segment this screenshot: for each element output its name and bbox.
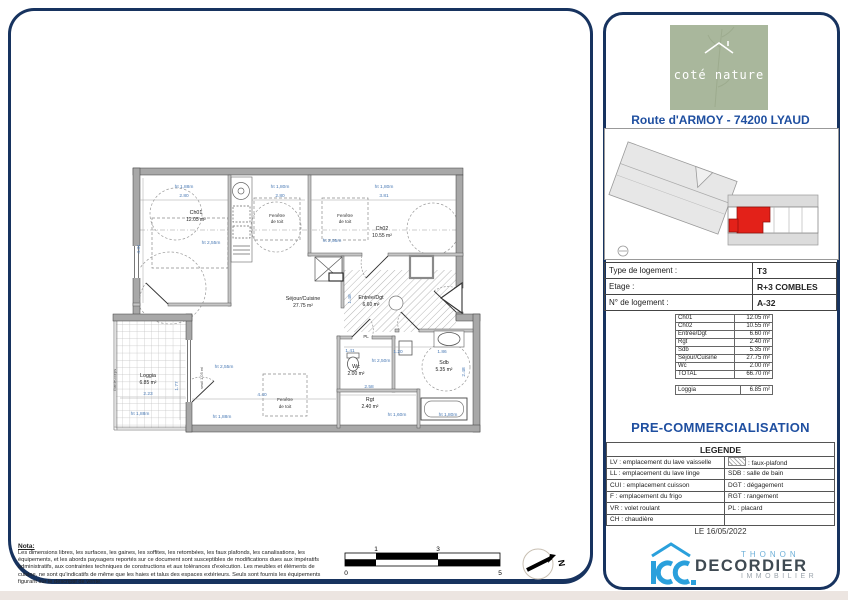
dim-text: 1.86 — [437, 350, 447, 355]
area-room: Ch02 — [676, 323, 735, 331]
legend-cell: SDB : salle de bain — [725, 468, 835, 480]
dim-text: ht 2,50m — [371, 359, 391, 364]
legend-cell: PL : placard — [725, 503, 835, 515]
table-row — [607, 443, 835, 457]
area-value: 12.05 m² — [734, 315, 772, 323]
table-row — [676, 315, 773, 323]
dim-text: ht 1,88m — [130, 412, 150, 417]
area-room: Loggia — [676, 386, 741, 395]
skylight-label: de toit — [270, 219, 284, 224]
skylight-label: Fenêtre — [269, 213, 285, 218]
room-area: 2.00 m² — [347, 371, 365, 377]
scale-bar — [330, 545, 515, 580]
legend-title: LEGENDE — [607, 443, 835, 457]
area-value: 10.55 m² — [734, 323, 772, 331]
north-letter: N — [556, 558, 568, 568]
dim-text: 4.40 — [257, 393, 267, 398]
area-value: 2.00 m² — [734, 363, 772, 371]
area-value: 66.70 m² — [734, 371, 772, 379]
dim-text: 1.20 — [393, 350, 403, 355]
north-arrow — [515, 543, 585, 588]
legend-cell: LV : emplacement du lave vaisselle — [607, 457, 725, 469]
unit-info-table — [604, 262, 837, 311]
room-label: Ch01 — [189, 210, 203, 216]
dim-text: 1.48 — [348, 294, 353, 304]
legend-text: : faux-plafond — [748, 460, 788, 468]
info-value: R+3 COMBLES — [753, 279, 837, 295]
info-label: Etage : — [605, 279, 753, 295]
table-row — [607, 514, 835, 526]
table-row — [676, 386, 773, 395]
technical-column — [231, 177, 252, 262]
scale-label: 5 — [498, 570, 502, 577]
compass-icon — [618, 246, 628, 256]
closet — [410, 256, 433, 278]
nota-body: Les dimensions libres, les surfaces, les gaines, les soffites, les retombées, les faux plafonds, les canalisations, les équipements, et les abords paysagers reportés sur ce document sont susceptibles de modifications dues aux impératifs administratifs, aux contraintes techniques de constructions et aux tolérances d'exécution. Les meubles et éléments de cuisine, ne sont qu'indicatifs de même que les haies et talus des espaces extérieurs. Seuls sont fournis les équipements figurant sur le descriptif de vente. — [18, 550, 321, 585]
dim-text: 2.58 — [364, 385, 374, 390]
room-label: Loggia — [140, 373, 156, 379]
dim-text: 2.80 — [275, 194, 285, 199]
area-room: Séjour/Cuisine — [676, 355, 735, 363]
room-area: 6.85 m² — [139, 380, 157, 386]
dim-text: ht 1,80m — [270, 185, 290, 190]
dim-text: ht 1,80m — [374, 185, 394, 190]
area-value: 5.35 m² — [734, 347, 772, 355]
skylight-label: de toit — [338, 219, 352, 224]
logo-city: THONON — [741, 550, 800, 559]
table-row — [676, 363, 773, 371]
area-value: 6.60 m² — [734, 331, 772, 339]
room-area: 6.60 m² — [362, 302, 380, 308]
legend-cell: F : emplacement du frigo — [607, 491, 725, 503]
dim-text: ht 1,88m — [174, 185, 194, 190]
table-row — [676, 355, 773, 363]
dim-text: 2.23 — [143, 392, 153, 397]
dim-text: seuil 1,05 ml — [199, 367, 204, 389]
legend-cell: LL : emplacement du lave linge — [607, 468, 725, 480]
table-row — [676, 347, 773, 355]
floor-plan — [105, 158, 490, 448]
room-label: Ch02 — [375, 226, 389, 232]
dim-text: 2.80 — [179, 194, 189, 199]
nota-title: Nota: — [18, 543, 35, 550]
building-b — [728, 195, 818, 245]
dim-text: ht 2,55m — [322, 239, 342, 244]
legend-cell: CH : chaudière — [607, 514, 725, 526]
logo-name: DECORDIER — [695, 557, 808, 575]
status-title: PRE-COMMERCIALISATION — [631, 420, 810, 435]
room-label: Rgt — [365, 397, 375, 403]
skylight-label: Fenêtre — [337, 213, 353, 218]
table-row — [676, 323, 773, 331]
room-area: 2.40 m² — [361, 404, 379, 410]
table-row — [676, 331, 773, 339]
room-area: 27.75 m² — [293, 303, 313, 309]
legend-table — [606, 442, 835, 526]
info-label: Type de logement : — [605, 263, 753, 279]
legend-cell — [725, 514, 835, 526]
dim-text: 2.48 — [462, 367, 467, 377]
area-room: Ch01 — [676, 315, 735, 323]
building-a — [609, 142, 737, 234]
logo-tagline: IMMOBILIER — [741, 573, 818, 580]
area-value: 27.75 m² — [734, 355, 772, 363]
plant-sketch — [708, 27, 734, 107]
info-label: N° de logement : — [605, 295, 753, 311]
room-label: Sdb — [439, 360, 449, 366]
vmc-circle — [389, 296, 403, 310]
room-area: 10.55 m² — [372, 233, 392, 239]
area-room: Entrée/Dgt — [676, 331, 735, 339]
area-value: 2.40 m² — [734, 339, 772, 347]
table-row — [676, 339, 773, 347]
address-title: Route d'ARMOY - 74200 LYAUD — [631, 113, 810, 127]
scale-label: 1 — [374, 546, 378, 553]
areas-table — [675, 314, 773, 379]
legend-cell: CUI : emplacement cuisson — [607, 480, 725, 492]
info-value: T3 — [753, 263, 837, 279]
table-row — [607, 491, 835, 503]
dim-text: 1.41 — [345, 349, 355, 354]
dim-text: ht 1,88m — [212, 415, 232, 420]
table-row — [607, 457, 835, 469]
siteplan — [605, 129, 838, 259]
table-row — [605, 263, 837, 279]
legend-cell: DGT : dégagement — [725, 480, 835, 492]
info-value: A-32 — [753, 295, 837, 311]
area-room: Rgt — [676, 339, 735, 347]
room-label: Entrée/Dgt — [358, 295, 384, 301]
scale-label: 3 — [436, 546, 440, 553]
room-label: Séjour/Cuisine — [285, 296, 321, 302]
table-row — [607, 468, 835, 480]
legend-cell: RGT : rangement — [725, 491, 835, 503]
area-value: 6.85 m² — [741, 386, 773, 395]
faux-plafond-swatch — [728, 457, 746, 466]
dim-text: ht 1,60m — [387, 413, 407, 418]
table-row — [676, 371, 773, 379]
skylight-label: de toit — [278, 404, 292, 409]
brand-name: coté nature — [673, 68, 765, 82]
kitchen-block — [315, 257, 343, 281]
room-area: 12.05 m² — [186, 217, 206, 223]
dim-text: 1.77 — [175, 381, 180, 391]
area-room: TOTAL — [676, 371, 735, 379]
dim-text: ht 1,80m — [438, 413, 458, 418]
skylight-label: Fenêtre — [277, 397, 293, 402]
sink — [438, 333, 460, 346]
legend-cell — [725, 457, 835, 469]
table-row — [607, 480, 835, 492]
decordier-monogram — [645, 540, 700, 590]
room-area: 5.35 m² — [435, 367, 453, 373]
room-label: Wc — [352, 364, 360, 370]
loggia-table — [675, 385, 773, 395]
table-row — [605, 279, 837, 295]
table-row — [607, 503, 835, 515]
dim-text: ht 2,55m — [201, 241, 221, 246]
dim-text: ht 2,55m — [214, 365, 234, 370]
area-room: Wc — [676, 363, 735, 371]
siteplan-box — [604, 128, 839, 260]
guardrail-label: Garde-corps — [112, 368, 117, 392]
area-room: Sdb — [676, 347, 735, 355]
legend-cell: VR : volet roulant — [607, 503, 725, 515]
dim-text: 4.31 — [137, 244, 142, 254]
bottom-strip — [0, 591, 848, 600]
placard-label: PL — [363, 334, 369, 339]
dim-text: 3.81 — [379, 194, 389, 199]
table-row — [605, 295, 837, 311]
nota-block — [18, 543, 326, 586]
date-label: LE 16/05/2022 — [694, 527, 747, 536]
scale-label: 0 — [344, 570, 348, 577]
